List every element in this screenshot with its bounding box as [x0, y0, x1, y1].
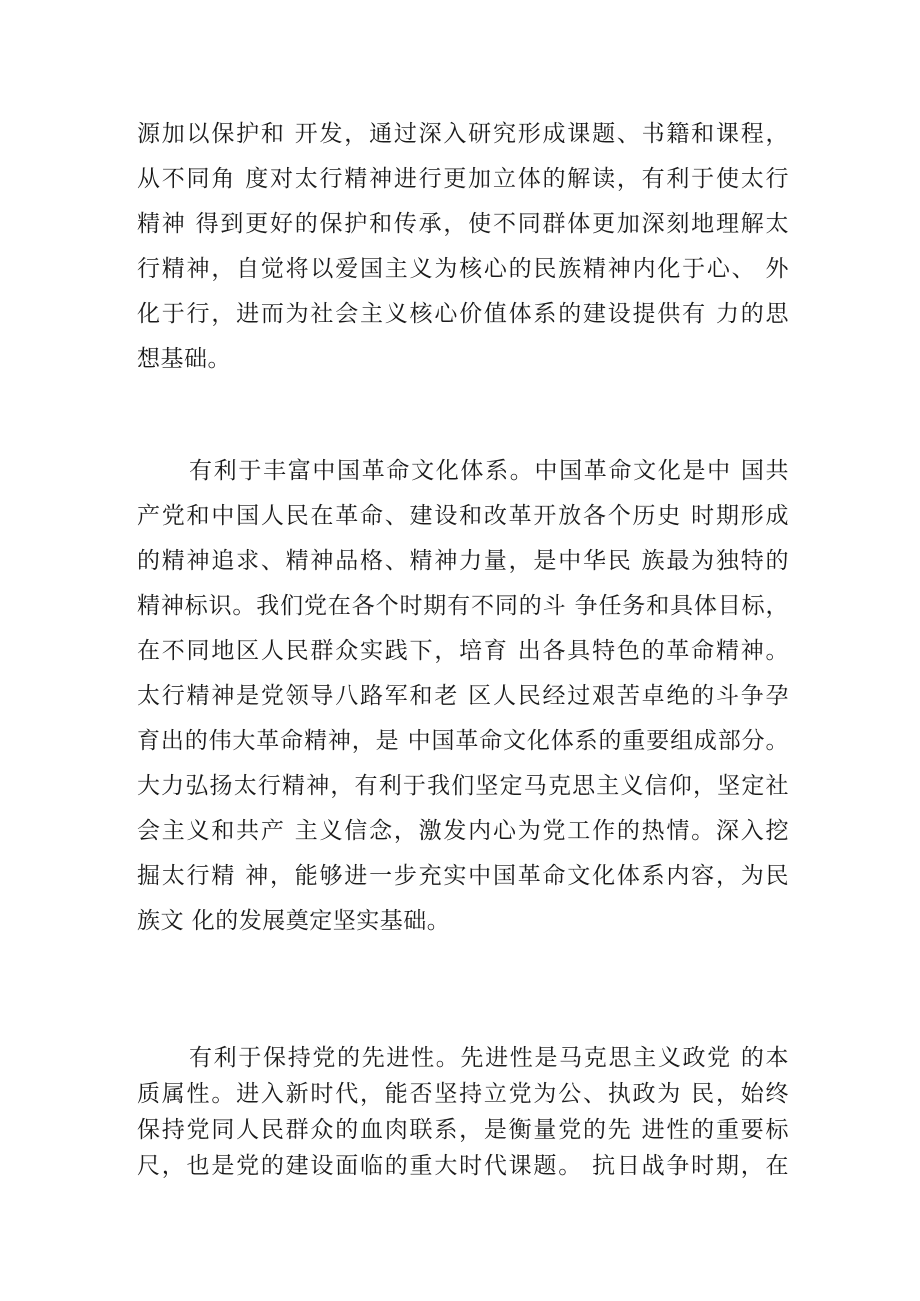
text-line: 从不同角 度对太行精神进行更加立体的解读，有利于使太行	[137, 166, 789, 192]
text-line: 太行精神是党领导八路军和老 区人民经过艰苦卓绝的斗争孕	[137, 683, 789, 709]
text-line: 的精神追求、精神品格、精神力量，是中华民 族最为独特的	[137, 548, 789, 574]
paragraph-party-advancement	[137, 1040, 789, 1184]
text-line: 掘太行精 神，能够进一步充实中国革命文化体系内容，为民	[137, 863, 789, 889]
text-line: 化于行，进而为社会主义核心价值体系的建设提供有 力的思	[137, 301, 789, 327]
text-line: 在不同地区人民群众实践下，培育 出各具特色的革命精神。	[137, 638, 789, 664]
text-line: 会主义和共产 主义信念，激发内心为党工作的热情。深入挖	[137, 818, 789, 844]
text-line: 育出的伟大革命精神，是 中国革命文化体系的重要组成部分。	[137, 728, 789, 754]
text-line: 想基础。	[137, 346, 231, 372]
paragraph-revolutionary-culture	[137, 449, 789, 944]
text-line: 有利于保持党的先进性。先进性是马克思主义政党 的本	[189, 1045, 789, 1071]
text-line: 保持党同人民群众的血肉联系，是衡量党的先 进性的重要标	[137, 1117, 789, 1143]
text-line: 尺，也是党的建设面临的重大时代课题。 抗日战争时期，在	[137, 1153, 789, 1179]
text-line: 质属性。进入新时代，能否坚持立党为公、执政为 民，始终	[137, 1081, 789, 1107]
text-line: 精神标识。我们党在各个时期有不同的斗 争任务和具体目标，	[137, 593, 789, 619]
text-line: 产党和中国人民在革命、建设和改革开放各个历史 时期形成	[137, 503, 789, 529]
text-line: 大力弘扬太行精神，有利于我们坚定马克思主义信仰，坚定社	[137, 773, 789, 799]
text-line: 精神 得到更好的保护和传承，使不同群体更加深刻地理解太	[137, 211, 789, 237]
text-line: 行精神，自觉将以爱国主义为核心的民族精神内化于心、 外	[137, 256, 789, 282]
paragraph-continuation	[137, 112, 789, 382]
text-line: 源加以保护和 开发，通过深入研究形成课题、书籍和课程，	[137, 121, 789, 147]
text-line: 有利于丰富中国革命文化体系。中国革命文化是中 国共	[189, 458, 789, 484]
text-line: 族文 化的发展奠定坚实基础。	[137, 908, 451, 934]
